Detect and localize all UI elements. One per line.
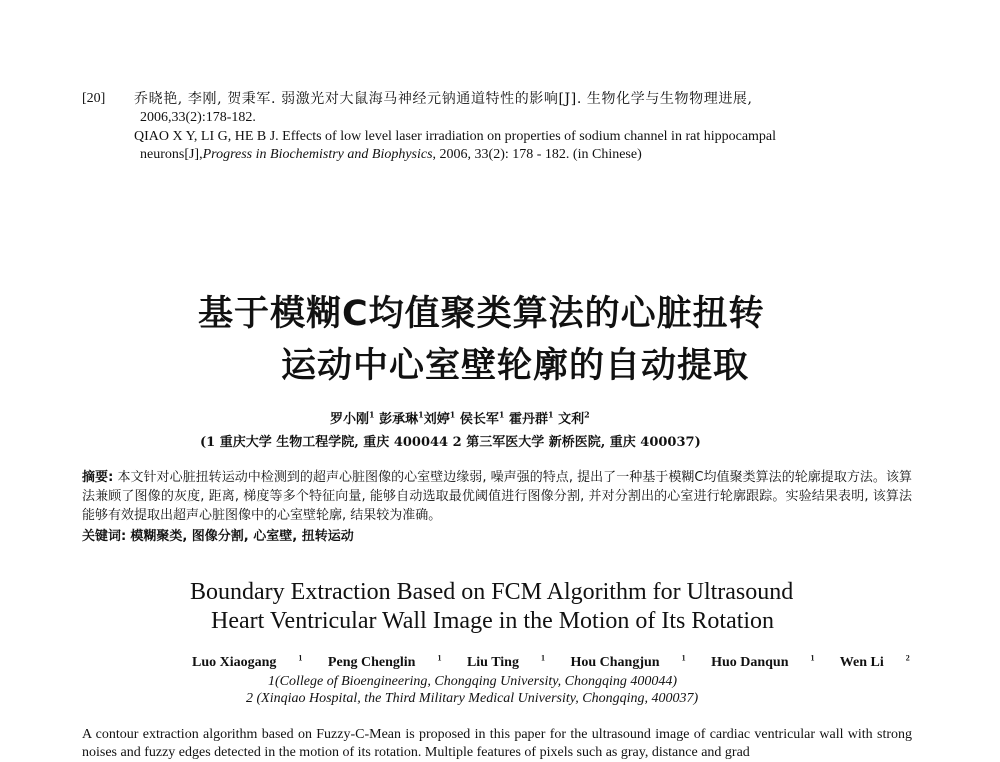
- reference-number: [20]: [82, 91, 106, 106]
- chinese-title-line-2: 运动中心室壁轮廓的自动提取: [281, 346, 750, 386]
- english-author: Luo Xiaogang $^1$: [192, 653, 303, 670]
- chinese-title-line-1: 基于模糊C均值聚类算法的心脏扭转: [198, 294, 765, 334]
- english-author: Wen Li $^2$: [839, 653, 910, 670]
- english-title-line-2: Heart Ventricular Wall Image in the Motion of Its Rotation: [211, 608, 775, 634]
- english-author: Liu Ting $^1$: [466, 653, 545, 670]
- reference-english-suffix: , 2006, 33(2): 178 - 182. (in Chinese): [432, 147, 642, 162]
- chinese-abstract-label: 摘要:: [82, 470, 114, 485]
- english-author: Huo Danqun $^1$: [711, 653, 815, 670]
- chinese-author: 霍丹群$^1$: [508, 409, 554, 427]
- english-title-line-1: Boundary Extraction Based on FCM Algorithm for Ultrasound: [190, 579, 794, 605]
- chinese-keywords-text: 模糊聚类, 图像分割, 心室壁, 扭转运动: [130, 529, 354, 544]
- english-affiliation-1: 1(College of Bioengineering, Chongqing University, Chongqing 400044): [268, 674, 678, 689]
- chinese-keywords: [82, 525, 354, 544]
- english-author-list: [192, 655, 932, 671]
- english-affiliation-2: 2 (Xinqiao Hospital, the Third Military Medical University, Chongqing, 400037): [246, 691, 699, 706]
- reference-journal-name: Progress in Biochemistry and Biophysics: [202, 147, 433, 162]
- reference-english-line-2: [140, 146, 642, 164]
- english-author: Peng Chenglin $^1$: [327, 653, 442, 670]
- chinese-abstract: [82, 468, 912, 525]
- chinese-author: 刘婷$^1$: [423, 409, 456, 427]
- chinese-abstract-text: 本文针对心脏扭转运动中检测到的超声心脏图像的心室壁边缘弱, 噪声强的特点, 提出了一种基于模糊C均值聚类算法的轮廓提取方法。该算法兼顾了图像的灰度, 距离, 梯度等多个特征向量, 能够自动选取最优阈值进行图像分割, 并对分割出的心室进行轮廓跟踪。实验结果表明, 该算法能够有效提取出超声心脏图像中的心室壁轮廓, 结果较为准确。: [82, 470, 912, 523]
- english-author: Hou Changjun $^1$: [570, 653, 686, 670]
- chinese-author: 彭承琳$^1$: [379, 409, 424, 427]
- chinese-author: 侯长军$^1$: [459, 409, 505, 427]
- chinese-keywords-label: 关键词:: [82, 529, 127, 544]
- reference-english-prefix: neurons[J],: [140, 147, 203, 162]
- chinese-author-list: [330, 408, 590, 427]
- chinese-author: 罗小刚$^1$: [330, 409, 375, 427]
- reference-english-line-1: QIAO X Y, LI G, HE B J. Effects of low level laser irradiation on properties of sodium channel in rat hippocampal: [134, 129, 777, 144]
- english-abstract: A contour extraction algorithm based on Fuzzy-C-Mean is proposed in this paper for the ultrasound image of cardiac ventricular wall with strong noises and fuzzy edges detected in the motion of its rotation. Multiple features of pixels such as gray, distance and grad: [82, 727, 912, 760]
- chinese-affiliation: (1 重庆大学 生物工程学院, 重庆 400044 2 第三军医大学 新桥医院, 重庆 400037): [200, 435, 701, 450]
- reference-chinese-line-1: 乔晓艳, 李刚, 贺秉军. 弱激光对大鼠海马神经元钠通道特性的影响[J]. 生物化学与生物物理进展,: [134, 91, 753, 107]
- reference-chinese-line-2: 2006,33(2):178-182.: [140, 110, 256, 125]
- chinese-author: 文利$^2$: [558, 409, 590, 427]
